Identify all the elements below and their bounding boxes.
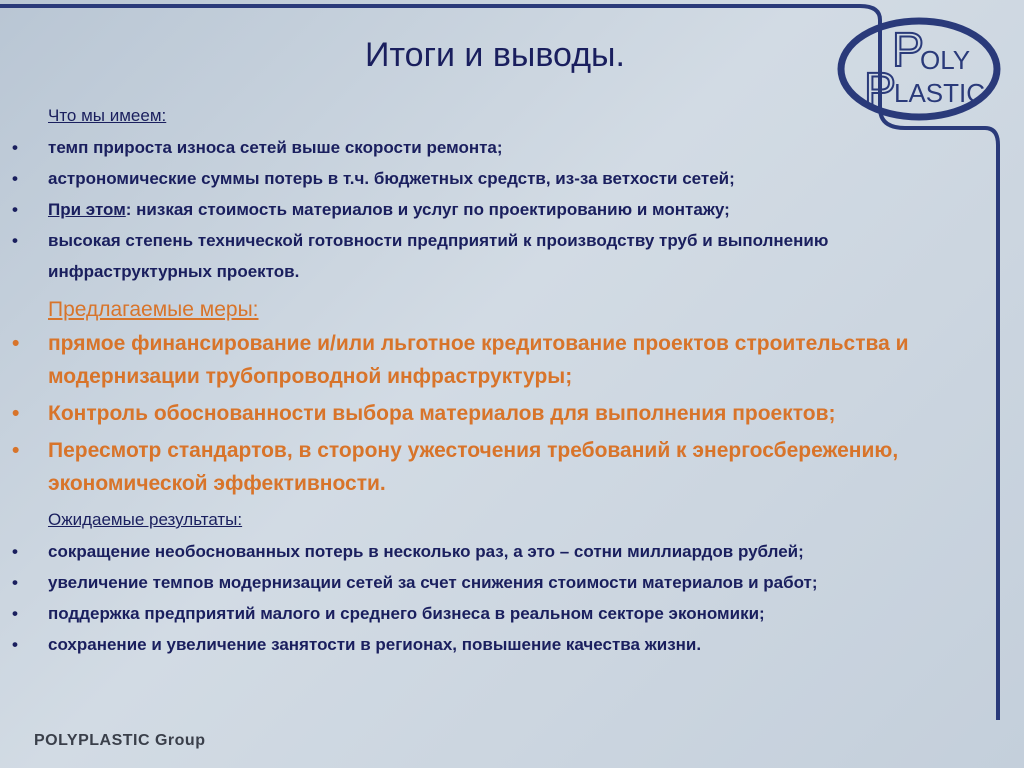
- svg-text:LASTIC: LASTIC: [894, 78, 986, 108]
- list-item: [10, 194, 980, 225]
- bullet: •: [12, 231, 18, 250]
- section-measures-heading-text: Предлагаемые меры:: [48, 298, 259, 321]
- list-item-text: астрономические суммы потерь в т.ч. бюджетных средств, из-за ветхости сетей;: [48, 169, 735, 188]
- list-item-text: сохранение и увеличение занятости в регионах, повышение качества жизни.: [48, 635, 702, 654]
- bullet: •: [12, 332, 20, 355]
- page-title: Итоги и выводы.: [365, 36, 625, 74]
- bullet: •: [12, 604, 18, 623]
- list-item-rest: : низкая стоимость материалов и услуг по проектированию и монтажу;: [125, 200, 730, 219]
- bullet: •: [12, 169, 18, 188]
- section-results-heading-text: Ожидаемые результаты:: [48, 510, 243, 529]
- section-results-heading: [10, 504, 980, 536]
- bullet: •: [12, 542, 18, 561]
- list-item-text: Пересмотр стандартов, в сторону ужесточения требований к энергосбережению, экономической эффективности.: [48, 439, 899, 495]
- bullet: •: [12, 200, 18, 219]
- list-item-prefix: При этом: [48, 200, 126, 219]
- list-item: [10, 536, 980, 567]
- list-item: [10, 327, 980, 393]
- list-item: [10, 598, 980, 629]
- list-item: [10, 567, 980, 598]
- list-item: [10, 132, 980, 163]
- bullet: •: [12, 439, 20, 462]
- svg-text:P: P: [892, 24, 925, 77]
- list-item: [10, 629, 980, 660]
- list-item-text: Контроль обоснованности выбора материалов для выполнения проектов;: [48, 402, 836, 425]
- bullet: •: [12, 138, 18, 157]
- section-measures-heading: [10, 293, 980, 327]
- list-item: [10, 163, 980, 194]
- list-item-text: поддержка предприятий малого и среднего бизнеса в реальном секторе экономики;: [48, 604, 765, 623]
- list-item-text: темп прироста износа сетей выше скорости ремонта;: [48, 138, 503, 157]
- slide-content: [10, 100, 980, 660]
- list-item-text: высокая степень технической готовности предприятий к производству труб и выполнению инфраструктурных проектов.: [48, 231, 829, 281]
- list-item: [10, 397, 980, 430]
- list-item-text: увеличение темпов модернизации сетей за счет снижения стоимости материалов и работ;: [48, 573, 818, 592]
- list-item-text: прямое финансирование и/или льготное кредитование проектов строительства и модернизации трубопроводной инфраструктуры;: [48, 332, 909, 388]
- list-item-text: [48, 194, 980, 225]
- bullet: •: [12, 573, 18, 592]
- list-item: [10, 434, 980, 500]
- svg-text:OLY: OLY: [920, 45, 971, 75]
- section-have-heading-text: Что мы имеем:: [48, 106, 167, 125]
- section-have-heading: [10, 100, 980, 132]
- list-item-text: сокращение необоснованных потерь в несколько раз, а это – сотни миллиардов рублей;: [48, 542, 804, 561]
- list-item: [10, 225, 980, 287]
- bullet: •: [12, 635, 18, 654]
- footer-brand: POLYPLASTIC Group: [34, 732, 206, 749]
- bullet: •: [12, 402, 20, 425]
- svg-text:P: P: [864, 64, 897, 117]
